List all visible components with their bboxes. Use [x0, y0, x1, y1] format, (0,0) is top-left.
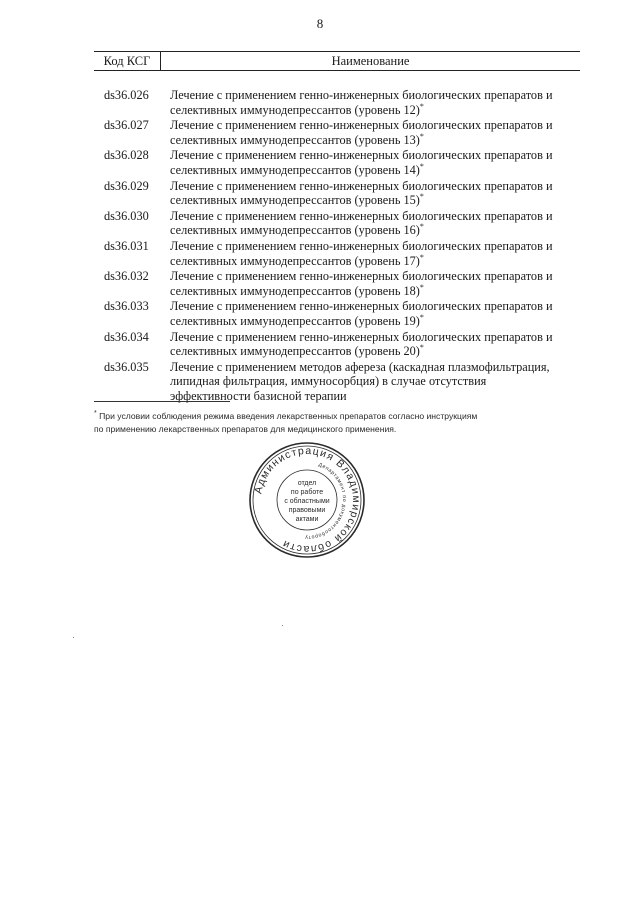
row-code: ds36.034: [104, 329, 149, 344]
row-name-text: селективных иммунодепрессантов (уровень 20): [170, 344, 420, 359]
footnote-line-2: по применению лекарственных препаратов для медицинского применения.: [94, 423, 397, 434]
footnote-mark: *: [419, 282, 424, 292]
row-name-line-1: Лечение с применением генно-инженерных биологических препаратов и: [170, 329, 553, 344]
row-name: [170, 299, 580, 328]
row-code: ds36.033: [104, 299, 149, 314]
row-name-line-1: Лечение с применением генно-инженерных биологических препаратов и: [170, 118, 553, 133]
row-name-line-1: Лечение с применением генно-инженерных биологических препаратов и: [170, 88, 553, 102]
row-name-line-2: [170, 223, 580, 238]
svg-text:Администрация Владимирской обл: Администрация Владимирской области: [252, 444, 363, 556]
row-name-line-2: [170, 193, 580, 208]
row-code: ds36.030: [104, 208, 149, 223]
row-name-line-1: Лечение с применением генно-инженерных биологических препаратов и: [170, 299, 553, 314]
row-name: [170, 118, 580, 147]
row-name-text: селективных иммунодепрессантов (уровень 16): [170, 223, 420, 238]
row-name-line-2: [170, 133, 580, 148]
table-row: [94, 209, 580, 238]
scan-speck: [73, 637, 74, 638]
row-code: ds36.026: [104, 88, 149, 102]
scan-speck: [282, 625, 283, 626]
row-name: [170, 330, 580, 359]
table-row: [94, 118, 580, 147]
header-name: Наименование: [331, 54, 410, 68]
row-name-text: селективных иммунодепрессантов (уровень 19): [170, 313, 420, 328]
row-name-text: селективных иммунодепрессантов (уровень 17): [170, 253, 420, 268]
footnote-mark: *: [419, 192, 424, 202]
row-name-text: селективных иммунодепрессантов (уровень 12): [170, 102, 420, 117]
row-name: [170, 269, 580, 298]
row-code: ds36.027: [104, 118, 149, 133]
ksg-table: [94, 51, 580, 404]
stamp-seal-icon: [247, 440, 367, 560]
row-code: ds36.032: [104, 269, 149, 284]
footnote-mark: *: [419, 161, 424, 171]
table-body: [94, 71, 580, 403]
table-row: [94, 269, 580, 298]
footnote-mark: *: [419, 252, 424, 262]
footnote-mark: *: [419, 343, 424, 352]
row-name-line-1: Лечение с применением генно-инженерных биологических препаратов и: [170, 238, 553, 253]
footnote-mark: *: [94, 410, 97, 417]
row-name: [170, 209, 580, 238]
svg-text:актами: актами: [295, 516, 319, 523]
row-name-text: селективных иммунодепрессантов (уровень 18): [170, 283, 420, 298]
footnote-mark: *: [419, 312, 424, 322]
footnote-rule: [94, 401, 230, 402]
row-name-text: селективных иммунодепрессантов (уровень 13): [170, 132, 420, 147]
footnote-line-1: При условии соблюдения режима введения лекарственных препаратов согласно инструкциям: [99, 410, 478, 421]
row-code: ds36.035: [104, 359, 149, 374]
row-name-line-2: [170, 284, 580, 299]
table-row: [94, 299, 580, 328]
row-name-line-2: [170, 163, 580, 178]
row-name-line-1: Лечение с применением генно-инженерных биологических препаратов и: [170, 269, 553, 284]
svg-text:отдел: отдел: [297, 480, 317, 487]
table-row: [94, 330, 580, 359]
footnote-mark: *: [419, 222, 424, 232]
official-stamp: [247, 440, 367, 560]
svg-text:по работе: по работе: [290, 489, 324, 496]
row-name-line-2: [170, 344, 580, 359]
row-name: [170, 148, 580, 177]
row-name-line-1: Лечение с применением генно-инженерных биологических препаратов и: [170, 148, 553, 163]
table-row: [94, 148, 580, 177]
row-name: [170, 88, 580, 117]
table-row: [94, 179, 580, 208]
row-name-line-1: Лечение с применением генно-инженерных биологических препаратов и: [170, 178, 553, 193]
table-row: [94, 88, 580, 117]
row-code: ds36.031: [104, 238, 149, 253]
table-row: [94, 360, 580, 404]
row-name-line-1: Лечение с применением генно-инженерных биологических препаратов и: [170, 208, 553, 223]
row-name: [170, 360, 580, 404]
row-name-line-2: [170, 254, 580, 269]
svg-text:с областными: с областными: [284, 498, 330, 505]
header-code: Код КСГ: [94, 52, 161, 70]
row-name: [170, 239, 580, 268]
svg-text:правовыми: правовыми: [288, 507, 326, 514]
footnote: [94, 407, 544, 436]
svg-text:Департамент по документооборот: Департамент по документообороту: [304, 461, 348, 541]
table-row: [94, 239, 580, 268]
row-name-text: селективных иммунодепрессантов (уровень 15): [170, 193, 420, 208]
table-header: [94, 51, 580, 71]
row-code: ds36.028: [104, 148, 149, 163]
footnote-mark: *: [419, 101, 424, 111]
row-name-line-2: [170, 103, 580, 118]
row-name: [170, 179, 580, 208]
row-code: ds36.029: [104, 178, 149, 193]
row-name-text: селективных иммунодепрессантов (уровень 14): [170, 162, 420, 177]
row-name-line-3: эффективности базисной терапии: [170, 388, 347, 403]
footnote-mark: *: [419, 131, 424, 141]
row-name-line-2: липидная фильтрация, иммуносорбция) в случае отсутствия: [170, 374, 487, 389]
row-name-line-1: Лечение с применением методов афереза (каскадная плазмофильтрация,: [170, 359, 550, 374]
page-number: 8: [316, 16, 324, 31]
row-name-line-2: [170, 314, 580, 329]
